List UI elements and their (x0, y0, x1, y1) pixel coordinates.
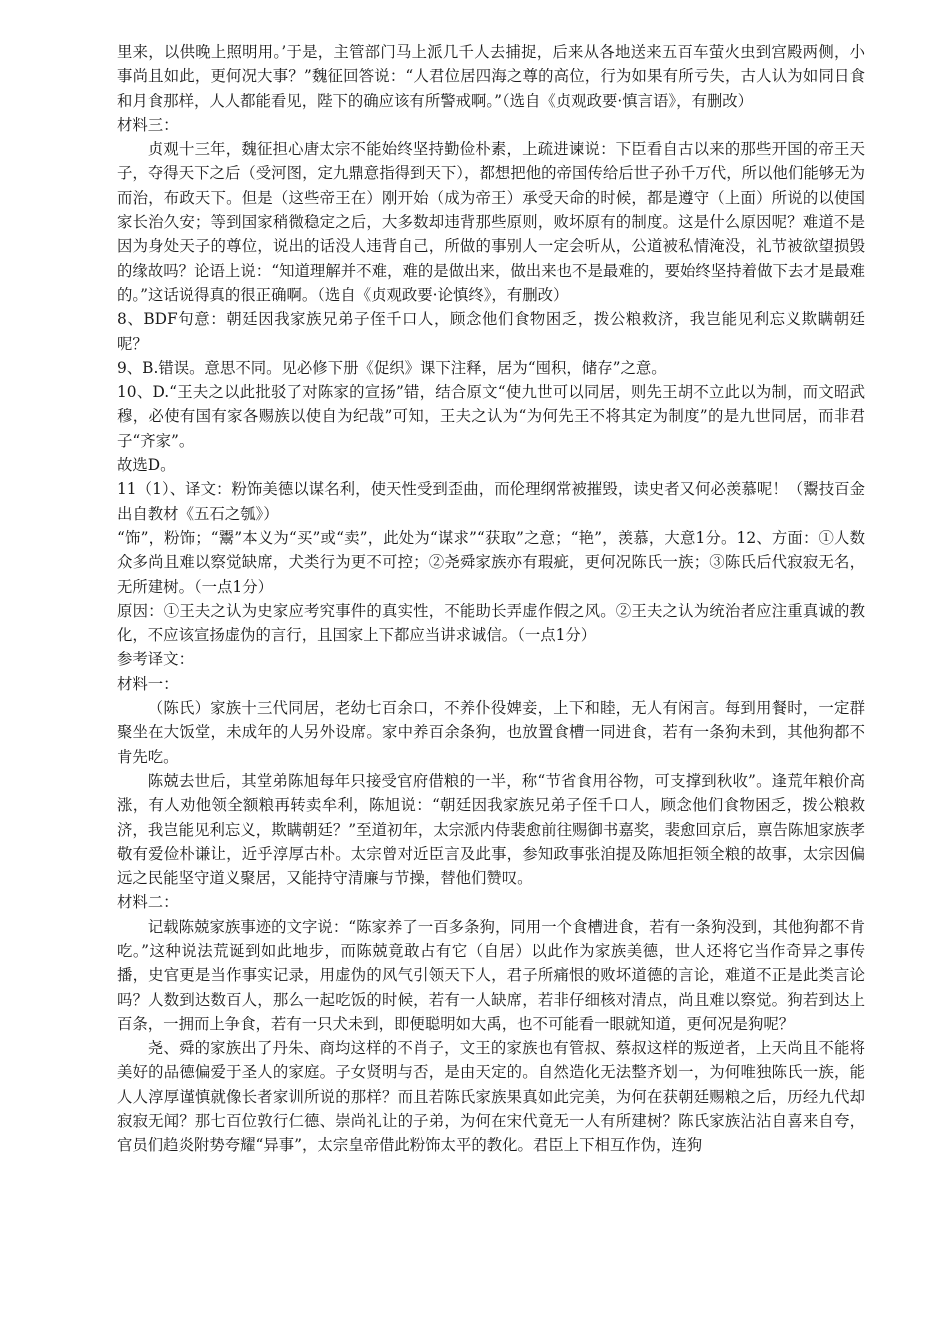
paragraph: 材料一： (117, 674, 179, 693)
paragraph: 9、B.错误。意思不同。见必修下册《促织》课下注释，居为“囤积，储存”之意。 (117, 358, 667, 377)
paragraph: 陈兢去世后，其堂弟陈旭每年只接受官府借粮的一半，称“节省食用谷物，可支撑到秋收”。逢荒年粮价高涨，有人劝他领全额粮再转卖牟利，陈旭说：“朝廷因我家族兄弟子侄千口人，顾念他们食物困乏，拨公粮救济，我岂能见利忘义，欺瞒朝廷？”至道初年，太宗派内侍裴愈前往赐御书嘉奖，裴愈回京后，禀告陈旭家族孝敬有爱俭朴谦让，近乎淳厚古朴。太宗曾对近臣言及此事，参知政事张洎提及陈旭拒领全粮的故事，太宗因偏远之民能坚守道义聚居，又能持守清廉与节操，替他们赞叹。 (117, 771, 865, 888)
paragraph: 8、BDF句意：朝廷因我家族兄弟子侄千口人，顾念他们食物困乏，拨公粮救济，我岂能见利忘义欺瞒朝廷呢？ (117, 310, 865, 353)
paragraph: 10、D.“王夫之以此批驳了对陈家的宣扬”错，结合原文“使九世可以同居，则先王胡不立此以为制，而文昭武穆，必使有国有家各赐族以使自为纪哉”可知，王夫之认为“为何先王不将其定为制度”的是九世同居，而非君子“齐家”。 (117, 383, 865, 450)
paragraph: 里来，以供晚上照明用。’于是，主管部门马上派几千人去捕捉，后来从各地送来五百车萤火虫到宫殿两侧，小事尚且如此，更何况大事？”魏征回答说：“人君位居四海之尊的高位，行为如果有所亏失，古人认为如同日食和月食那样，人人都能看见，陛下的确应该有所警戒啊。”（选自《贞观政要·慎言语》，有删改） (117, 43, 865, 110)
paragraph: “饰”，粉饰；“鬻”本义为“买”或“卖”，此处为“谋求”“获取”之意；“艳”，羡慕，大意1分。12、方面：①人数众多尚且难以察觉缺席，犬类行为更不可控；②尧舜家族亦有瑕疵，更何况陈氏一族；③陈氏后代寂寂无名，无所建树。（一点1分） (117, 528, 865, 596)
paragraph: 贞观十三年，魏征担心唐太宗不能始终坚持勤俭朴素，上疏进谏说：下臣看自古以来的那些开国的帝王天子，夺得天下之后（受河图，定九鼎意指得到天下），都想把他的帝国传给后世子孙千万代，所以他们能够无为而治，布政天下。但是（这些帝王在）刚开始（成为帝王）承受天命的时候，都是遵守（上面）所说的以使国家长治久安；等到国家稍微稳定之后，大多数却违背那些原则，败坏原有的制度。这是什么原因呢？难道不是因为身处天子的尊位，说出的话没人违背自己，所做的事别人一定会听从，公道被私情淹没，礼节被欲望损毁的缘故吗？论语上说：“知道理解并不难，难的是做出来，做出来也不是最难的，要始终坚持着做下去才是最难的。”这话说得真的很正确啊。（选自《贞观政要·论慎终》，有删改） (117, 140, 865, 304)
paragraph: 尧、舜的家族出了丹朱、商均这样的不肖子，文王的家族也有管叔、蔡叔这样的叛逆者，上天尚且不能将美好的品德偏爱于圣人的家庭。子女贤明与否，是由天定的。自然造化无法整齐划一，为何唯独陈氏一族，能人人淳厚谨慎就像长者家训所说的那样？而且若陈氏家族果真如此完美，为何在获朝廷赐粮之后，历经九代却寂寂无闻？那七百位敦行仁德、崇尚礼让的子弟，为何在宋代竟无一人有所建树？陈氏家族沾沾自喜来自夸，官员们趋炎附势夸耀“异事”，太宗皇帝借此粉饰太平的教化。君臣上下相互作伪，连狗 (117, 1039, 865, 1155)
paragraph: 故选D。 (117, 456, 176, 475)
paragraph: 材料三： (117, 115, 179, 134)
paragraph: 11（1）、译文：粉饰美德以谋名利，使天性受到歪曲，而伦理纲常被摧毁，读史者又何必羡慕呢！（鬻技百金出自教材《五石之瓠》） (117, 480, 865, 523)
paragraph: 原因：①王夫之认为史家应考究事件的真实性，不能助长弄虚作假之风。②王夫之认为统治者应注重真诚的教化，不应该宣扬虚伪的言行，且国家上下都应当讲求诚信。（一点1分） (117, 601, 865, 645)
paragraph: 参考译文： (117, 650, 194, 669)
paragraph: （陈氏）家族十三代同居，老幼七百余口，不养仆役婢妾，上下和睦，无人有闲言。每到用餐时，一定群聚坐在大饭堂，未成年的人另外设席。家中养百余条狗，也放置食槽一同进食，若有一条狗未到，其他狗都不肯先吃。 (117, 699, 865, 766)
paragraph: 记载陈兢家族事迹的文字说：“陈家养了一百多条狗，同用一个食槽进食，若有一条狗没到，其他狗都不肯吃。”这种说法荒诞到如此地步，而陈兢竟敢占有它（自居）以此作为家族美德，世人还将它当作奇异之事传播，史官更是当作事实记录，用虚伪的风气引领天下人，君子所痛恨的败坏道德的言论，难道不正是此类言论吗？人数到达数百人，那么一起吃饭的时候，若有一人缺席，若非仔细核对清点，尚且难以察觉。狗若到达上百条，一拥而上争食，若有一只犬未到，即便聪明如大禹，也不可能看一眼就知道，更何况是狗呢？ (117, 917, 865, 1033)
document-page (117, 40, 865, 1158)
paragraph: 材料二： (117, 893, 179, 912)
